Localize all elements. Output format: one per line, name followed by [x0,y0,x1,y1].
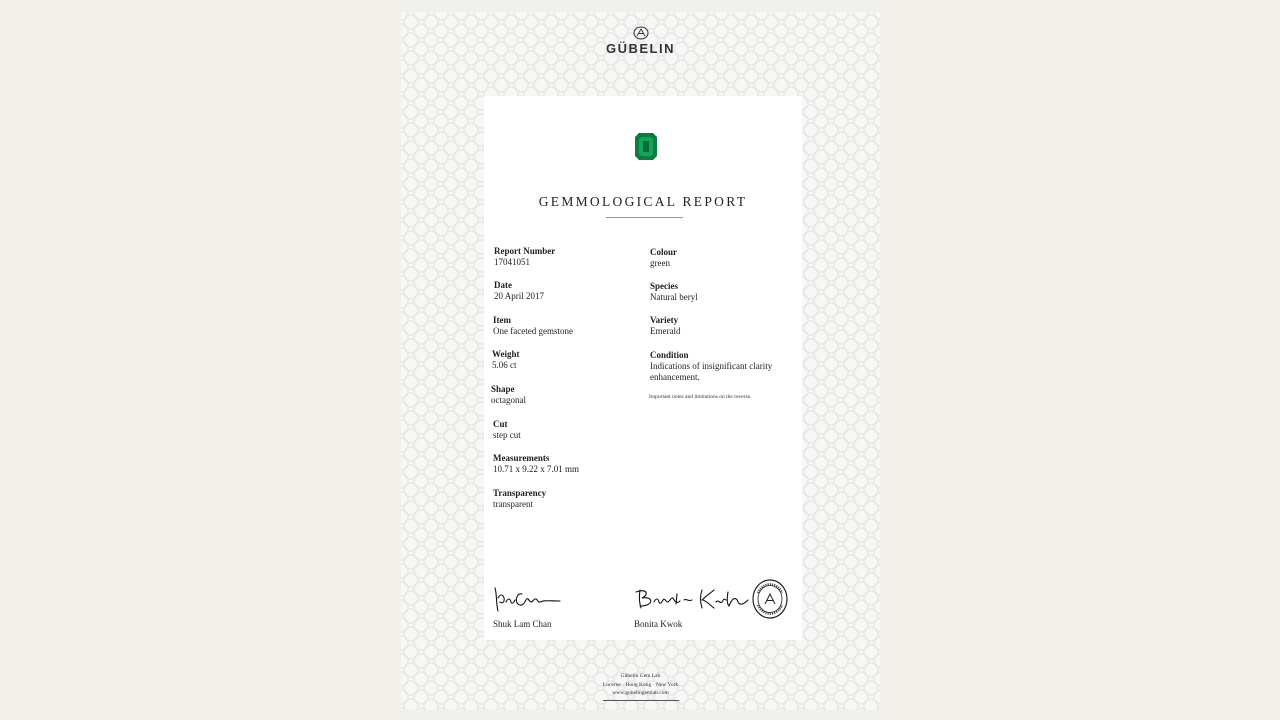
footer-divider [603,700,679,701]
field-value: transparent [493,499,533,509]
field-label: Variety [650,315,679,325]
brand-name: GÜBELIN [606,41,675,56]
field-label: Condition [650,350,689,360]
field-cut [493,418,521,441]
certificate-document [401,12,880,710]
emerald-gemstone-icon [635,133,657,160]
title-divider [606,217,683,218]
field-label: Transparency [493,488,547,498]
field-value: step cut [493,430,521,440]
field-item [493,314,573,337]
signatory-name: Shuk Lam Chan [493,619,552,629]
brand-logo [401,26,880,56]
field-species [650,280,698,303]
field-condition [650,349,772,383]
field-value: octagonal [491,395,526,405]
field-measurements [493,452,579,475]
field-value: Natural beryl [650,292,698,302]
field-label: Shape [491,384,515,394]
signature-shuk-lam-chan [492,584,564,614]
footer-website: www.gubelingemlab.com [612,690,669,696]
field-label: Weight [492,349,520,359]
field-label: Measurements [493,453,550,463]
field-variety [650,314,681,337]
field-value: One faceted gemstone [493,326,573,336]
field-label: Date [494,280,512,290]
field-label: Item [493,315,511,325]
field-label: Cut [493,419,508,429]
signature-bonita-kwok [632,584,750,614]
field-value: Indications of insignificant clarity [650,361,773,371]
reverse-note: Important notes and limitations on the reverse. [649,394,752,400]
footer-lab-name: Gübelin Gem Lab [620,673,661,679]
report-title: GEMMOLOGICAL REPORT [538,194,748,209]
gubelin-emblem-icon [633,26,649,40]
lab-footer [401,672,880,698]
signatory-name: Bonita Kwok [634,619,683,629]
field-transparency [493,487,546,510]
footer-locations: Lucerne · Hong Kong · New York [602,681,679,688]
field-label: Report Number [494,246,556,256]
field-date [494,279,544,302]
field-value: 5.06 ct [492,360,517,370]
field-value-continued: enhancement. [650,372,700,382]
field-label: Species [650,281,678,291]
field-value: 20 April 2017 [494,291,545,301]
report-panel [484,96,802,640]
field-value: 10.71 x 9.22 x 7.01 mm [493,464,580,474]
field-value: Emerald [650,326,681,336]
field-shape [491,383,526,406]
field-colour [650,246,677,269]
field-report-number [494,245,555,268]
field-value: green [650,258,670,268]
field-weight [492,348,520,371]
field-value: 17041051 [494,257,530,267]
field-label: Colour [650,247,677,257]
gubelin-gem-lab-seal-icon [752,579,788,619]
